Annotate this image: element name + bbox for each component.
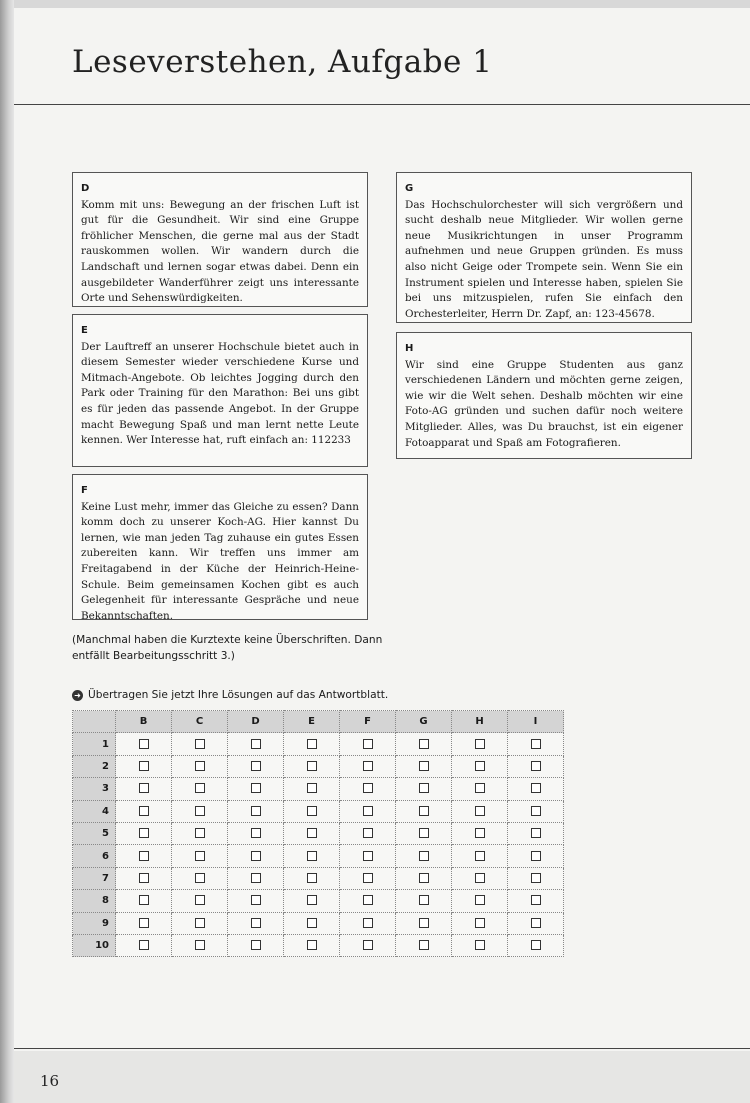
grid-column-header: D [228,711,284,733]
grid-cell [396,822,452,844]
answer-checkbox[interactable] [419,761,429,771]
grid-column-header: F [340,711,396,733]
answer-checkbox[interactable] [419,895,429,905]
grid-cell [284,845,340,867]
instruction [72,689,388,701]
grid-cell [508,912,564,934]
answer-checkbox[interactable] [139,873,149,883]
grid-cell [340,778,396,800]
grid-cell [452,890,508,912]
grid-cell [340,890,396,912]
grid-cell [116,755,172,777]
grid-cell [172,890,228,912]
answer-checkbox[interactable] [251,851,261,861]
answer-checkbox[interactable] [531,940,541,950]
answer-checkbox[interactable] [531,851,541,861]
answer-checkbox[interactable] [363,851,373,861]
grid-row-header: 7 [73,867,116,889]
answer-checkbox[interactable] [419,940,429,950]
grid-cell [228,912,284,934]
grid-row-header: 1 [73,733,116,755]
grid-cell [284,912,340,934]
grid-cell [396,912,452,934]
text-body: Wir sind eine Gruppe Studenten aus ganz verschiedenen Ländern und möchten gerne zeigen, wie wir die Welt sehen. Deshalb möchten wir eine Foto-AG gründen und suchen dafür noch weitere Mitglieder. Alles, was Du brauchst, ist ein eigener Fotoapparat und Spaß am Fotografieren. [405,358,683,449]
answer-checkbox[interactable] [531,918,541,928]
answer-checkbox[interactable] [419,851,429,861]
grid-cell [284,800,340,822]
answer-checkbox[interactable] [531,806,541,816]
grid-row [73,822,564,844]
grid-cell [172,867,228,889]
answer-checkbox[interactable] [251,739,261,749]
answer-checkbox[interactable] [363,761,373,771]
grid-cell [452,800,508,822]
grid-row [73,845,564,867]
grid-cell [228,867,284,889]
grid-cell [284,755,340,777]
answer-checkbox[interactable] [363,828,373,838]
answer-checkbox[interactable] [195,851,205,861]
text-letter: G [405,183,414,194]
answer-checkbox[interactable] [475,873,485,883]
grid-cell [508,867,564,889]
answer-checkbox[interactable] [531,761,541,771]
answer-checkbox[interactable] [475,918,485,928]
grid-row [73,733,564,755]
answer-checkbox[interactable] [251,783,261,793]
answer-checkbox[interactable] [419,873,429,883]
grid-cell [340,934,396,956]
answer-checkbox[interactable] [251,918,261,928]
page-number: 16 [40,1072,60,1090]
grid-cell [172,778,228,800]
grid-cell [508,890,564,912]
grid-row-header: 5 [73,822,116,844]
answer-checkbox[interactable] [475,940,485,950]
grid-cell [396,800,452,822]
answer-checkbox[interactable] [475,783,485,793]
answer-checkbox[interactable] [251,806,261,816]
text-letter: D [81,183,90,194]
answer-checkbox[interactable] [139,761,149,771]
answer-checkbox[interactable] [139,895,149,905]
text-body: Der Lauftreff an unserer Hochschule bietet auch in diesem Semester wieder verschiedene Kurse und Mitmach-Angebote. Ob leichtes Jogging durch den Park oder Training für den Marathon: Bei uns gibt es für jeden das passende Angebot. In der Gruppe macht Bewegung Spaß und man lernt nette Leute kennen. Wer Interesse hat, ruft einfach an: 112233 [81,340,359,447]
arrow-right-icon: ➜ [72,690,83,701]
answer-checkbox[interactable] [363,895,373,905]
grid-cell [116,845,172,867]
grid-cell [172,912,228,934]
grid-cell [284,822,340,844]
answer-checkbox[interactable] [195,783,205,793]
answer-checkbox[interactable] [363,873,373,883]
answer-checkbox[interactable] [139,918,149,928]
answer-checkbox[interactable] [531,895,541,905]
grid-cell [172,800,228,822]
grid-row [73,755,564,777]
grid-cell [340,733,396,755]
grid-cell [508,845,564,867]
grid-cell [116,733,172,755]
grid-cell [452,867,508,889]
answer-checkbox[interactable] [307,918,317,928]
footer-bar [14,1051,750,1103]
grid-cell [228,934,284,956]
note-text: (Manchmal haben die Kurztexte keine Überschriften. Dann entfällt Bearbeitungsschritt 3.) [72,634,383,662]
grid-row-header: 4 [73,800,116,822]
answer-checkbox[interactable] [307,895,317,905]
grid-row [73,912,564,934]
grid-cell [284,733,340,755]
grid-cell [452,934,508,956]
grid-cell [340,845,396,867]
grid-cell [452,822,508,844]
answer-checkbox[interactable] [307,828,317,838]
answer-checkbox[interactable] [531,828,541,838]
grid-cell [172,822,228,844]
grid-row-header: 3 [73,778,116,800]
grid-cell [172,733,228,755]
grid-row-header: 9 [73,912,116,934]
grid-cell [508,934,564,956]
answer-checkbox[interactable] [475,851,485,861]
grid-column-header: C [172,711,228,733]
answer-checkbox[interactable] [307,940,317,950]
text-box-e [72,314,368,467]
answer-checkbox[interactable] [195,940,205,950]
answer-checkbox[interactable] [251,828,261,838]
grid-cell [172,934,228,956]
answer-checkbox[interactable] [363,783,373,793]
grid-cell [396,890,452,912]
grid-cell [284,890,340,912]
answer-checkbox[interactable] [195,918,205,928]
grid-cell [340,867,396,889]
answer-checkbox[interactable] [251,940,261,950]
grid-row [73,867,564,889]
answer-checkbox[interactable] [307,851,317,861]
grid-row-header: 10 [73,934,116,956]
grid-column-header: E [284,711,340,733]
answer-checkbox[interactable] [531,783,541,793]
text-box-g [396,172,692,323]
answer-checkbox[interactable] [475,761,485,771]
grid-cell [116,912,172,934]
grid-cell [396,934,452,956]
answer-checkbox[interactable] [363,918,373,928]
answer-checkbox[interactable] [195,761,205,771]
grid-cell [452,733,508,755]
text-box-d [72,172,368,307]
answer-checkbox[interactable] [307,873,317,883]
grid-cell [340,800,396,822]
title-divider [14,104,750,105]
grid-cell [340,912,396,934]
grid-cell [396,733,452,755]
answer-checkbox[interactable] [419,806,429,816]
grid-cell [116,934,172,956]
answer-checkbox[interactable] [251,761,261,771]
grid-cell [396,867,452,889]
grid-cell [228,800,284,822]
answer-checkbox[interactable] [139,739,149,749]
grid-row [73,890,564,912]
grid-row-header: 6 [73,845,116,867]
grid-cell [508,778,564,800]
grid-cell [172,845,228,867]
grid-cell [508,822,564,844]
grid-cell [508,755,564,777]
answer-checkbox[interactable] [195,895,205,905]
answer-checkbox[interactable] [195,739,205,749]
answer-checkbox[interactable] [139,851,149,861]
grid-cell [228,778,284,800]
answer-checkbox[interactable] [363,806,373,816]
page-title: Leseverstehen, Aufgabe 1 [72,44,493,80]
answer-checkbox[interactable] [139,806,149,816]
grid-cell [452,912,508,934]
answer-checkbox[interactable] [251,895,261,905]
grid-corner [73,711,116,733]
grid-column-header: G [396,711,452,733]
grid-cell [508,800,564,822]
grid-cell [340,822,396,844]
grid-cell [116,778,172,800]
text-box-f [72,474,368,620]
grid-cell [172,755,228,777]
grid-cell [340,755,396,777]
answer-checkbox[interactable] [363,940,373,950]
grid-cell [116,890,172,912]
answer-checkbox[interactable] [419,918,429,928]
grid-row-header: 8 [73,890,116,912]
text-body: Keine Lust mehr, immer das Gleiche zu essen? Dann komm doch zu unserer Koch-AG. Hier kannst Du lernen, wie man jeden Tag zuhause ein gutes Essen zubereiten kann. Wir treffen uns immer am Freitagabend in der Küche der Heinrich-Heine-Schule. Beim gemeinsamen Kochen gibt es auch Gelegenheit für interessante Gespräche und neue Bekanntschaften. [81,500,359,622]
grid-row [73,934,564,956]
grid-cell [228,845,284,867]
grid-row [73,778,564,800]
answer-checkbox[interactable] [307,739,317,749]
answer-checkbox[interactable] [419,828,429,838]
answer-checkbox[interactable] [531,739,541,749]
grid-cell [508,733,564,755]
grid-cell [396,845,452,867]
grid-cell [228,733,284,755]
grid-cell [284,778,340,800]
text-body: Komm mit uns: Bewegung an der frischen Luft ist gut für die Gesundheit. Wir sind eine Gruppe fröhlicher Menschen, die gerne mal aus der Stadt rauskommen wollen. Wir wandern durch die Landschaft und lernen sogar etwas dabei. Denn ein ausgebildeter Wanderführer zeigt uns interessante Orte und Sehenswürdigkeiten. [81,198,359,305]
grid-cell [452,778,508,800]
answer-grid [72,710,564,957]
grid-column-header: B [116,711,172,733]
answer-checkbox[interactable] [139,828,149,838]
grid-cell [228,822,284,844]
grid-cell [116,800,172,822]
grid-cell [396,755,452,777]
answer-checkbox[interactable] [475,739,485,749]
grid-cell [396,778,452,800]
footer-divider [14,1048,750,1049]
grid-cell [116,822,172,844]
answer-checkbox[interactable] [307,761,317,771]
answer-checkbox[interactable] [475,828,485,838]
answer-checkbox[interactable] [475,895,485,905]
text-box-h [396,332,692,459]
answer-checkbox[interactable] [531,873,541,883]
text-body: Das Hochschulorchester will sich vergrößern und sucht deshalb neue Mitglieder. Wir wollen gerne neue Musikrichtungen in unser Programm aufnehmen und neue Gruppen gründen. Es muss also nicht Geige oder Trompete sein. Wenn Sie ein Instrument spielen und Interesse haben, spielen Sie bei uns mitzuspielen, rufen Sie einfach den Orchesterleiter, Herrn Dr. Zapf, an: 123-45678. [405,198,683,320]
answer-checkbox[interactable] [195,873,205,883]
answer-checkbox[interactable] [363,739,373,749]
grid-row-header: 2 [73,755,116,777]
answer-checkbox[interactable] [419,783,429,793]
grid-row [73,800,564,822]
text-letter: E [81,325,88,336]
binding-shadow [0,0,14,1103]
answer-checkbox[interactable] [195,828,205,838]
grid-cell [452,755,508,777]
grid-cell [116,867,172,889]
workbook-page [14,8,750,1103]
grid-column-header: I [508,711,564,733]
answer-checkbox[interactable] [251,873,261,883]
answer-checkbox[interactable] [307,806,317,816]
instruction-text: Übertragen Sie jetzt Ihre Lösungen auf das Antwortblatt. [88,689,389,701]
text-letter: F [81,485,88,496]
answer-checkbox[interactable] [139,940,149,950]
answer-checkbox[interactable] [307,783,317,793]
answer-checkbox[interactable] [139,783,149,793]
grid-cell [228,755,284,777]
answer-checkbox[interactable] [475,806,485,816]
grid-cell [284,867,340,889]
grid-column-header: H [452,711,508,733]
grid-cell [452,845,508,867]
answer-checkbox[interactable] [195,806,205,816]
text-letter: H [405,343,414,354]
grid-cell [284,934,340,956]
grid-cell [228,890,284,912]
answer-checkbox[interactable] [419,739,429,749]
